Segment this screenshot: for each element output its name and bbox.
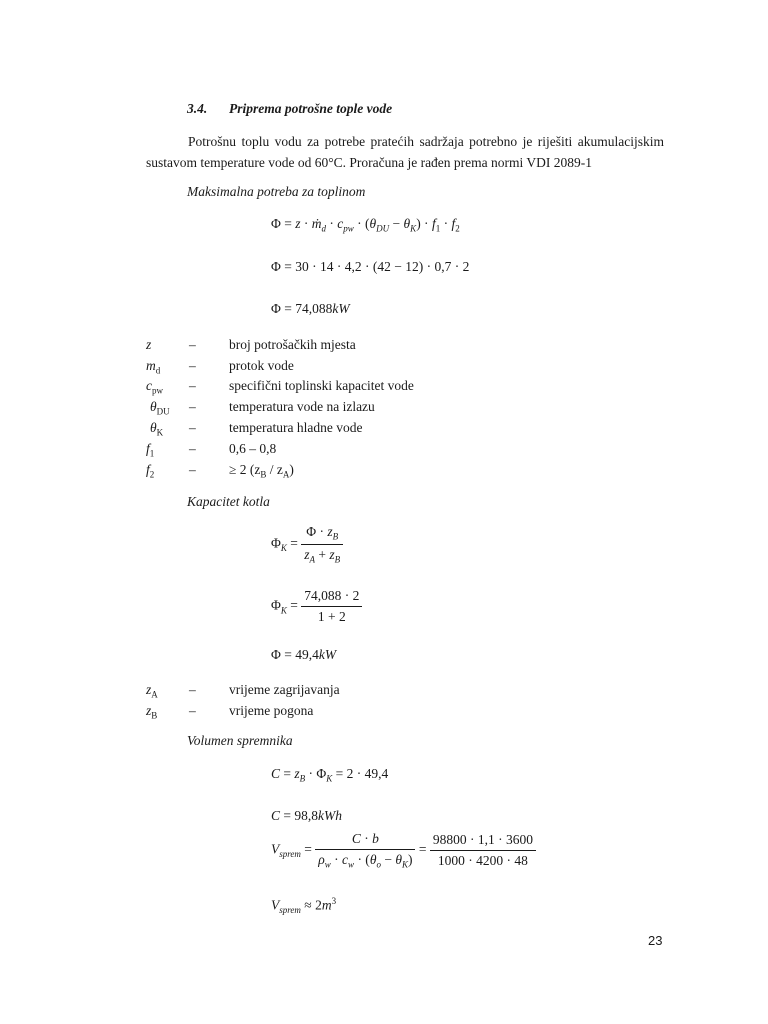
- legend-dash: –: [189, 399, 196, 414]
- equation-phik-numeric: $\Phi_K$ = $\frac{74,088 \cdot 2}{1 + 2}$: [271, 588, 362, 625]
- equation-phik-formula: $\Phi_K$ = $\frac{\Phi \cdot z_B}{z_A + z_B}$: [271, 524, 343, 564]
- legend-definition: temperatura hladne vode: [229, 420, 363, 435]
- subheading-boiler-capacity: Kapacitet kotla: [187, 494, 270, 509]
- page-number: 23: [648, 933, 663, 948]
- legend-dash: –: [189, 378, 196, 393]
- equation-v-result: $V_{sprem} \approx 2m^3$: [271, 896, 337, 916]
- legend-definition: vrijeme zagrijavanja: [229, 682, 340, 697]
- legend-dash: –: [189, 337, 196, 352]
- legend-dash: –: [189, 682, 196, 697]
- legend-dash: –: [189, 420, 196, 435]
- legend-dash: –: [189, 358, 196, 373]
- legend-symbol-theta-k: $\theta_K$: [150, 420, 164, 438]
- equation-c-formula: $C = z_B \cdot \Phi_K = 2 \cdot 49,4$: [271, 766, 389, 784]
- equation-c-result: C = 98,8kWh: [271, 808, 343, 823]
- legend-definition: vrijeme pogona: [229, 703, 314, 718]
- legend-symbol-zb: $z_B$: [146, 703, 158, 721]
- legend-dash: –: [189, 441, 196, 456]
- legend-definition: specifični toplinski kapacitet vode: [229, 378, 414, 393]
- legend-definition: 0,6 – 0,8: [229, 441, 277, 456]
- equation-v-formula: $V_{sprem}$ = $\frac{C \cdot b}{\rho_w \cdot c_w \cdot (\theta_o - \theta_K)}$ = $\frac{98800 \cdot 1,1 \cdot 3600}{1000 \cdot 4200 \cdot 48}$: [271, 831, 536, 870]
- legend-symbol-z: z: [146, 337, 152, 352]
- legend-definition: protok vode: [229, 358, 294, 373]
- section-number: 3.4.: [187, 101, 208, 116]
- equation-phik-result: Φ = 49,4kW: [271, 647, 337, 662]
- equation-phi-result: Φ = 74,088kW: [271, 301, 350, 316]
- legend-symbol-f1: $f_1$: [146, 441, 155, 459]
- legend-symbol-f2: $f_2$: [146, 462, 155, 480]
- legend-symbol-za: $z_A$: [146, 682, 158, 700]
- section-title: Priprema potrošne tople vode: [229, 101, 393, 116]
- legend-definition: temperatura vode na izlazu: [229, 399, 375, 414]
- legend-symbol-theta-du: $\theta_{DU}$: [150, 399, 170, 417]
- legend-dash: –: [189, 462, 196, 477]
- legend-definition: broj potrošačkih mjesta: [229, 337, 356, 352]
- intro-paragraph: Potrošnu toplu vodu za potrebe pratećih sadržaja potrebno je riješiti akumulacijskim sustavom temperature vode od 60°C. Proračuna je rađen prema normi VDI 2089-1: [146, 134, 664, 170]
- subheading-max-demand: Maksimalna potreba za toplinom: [187, 184, 366, 199]
- legend-definition: ≥ 2 $(z_B / z_A)$: [229, 462, 294, 480]
- legend-symbol-cpw: $c_{pw}$: [146, 378, 163, 396]
- legend-symbol-md: $m_d$: [146, 358, 161, 376]
- equation-phi-numeric: Φ = 30 · 14 · 4,2 · (42 − 12) · 0,7 · 2: [271, 259, 470, 274]
- subheading-tank-volume: Volumen spremnika: [187, 733, 293, 748]
- equation-phi-formula: Φ = z · ṁ$_d$ · $c_{pw} \cdot (\theta_{DU} - \theta_K) \cdot f_1 \cdot f_2$: [271, 216, 460, 234]
- legend-dash: –: [189, 703, 196, 718]
